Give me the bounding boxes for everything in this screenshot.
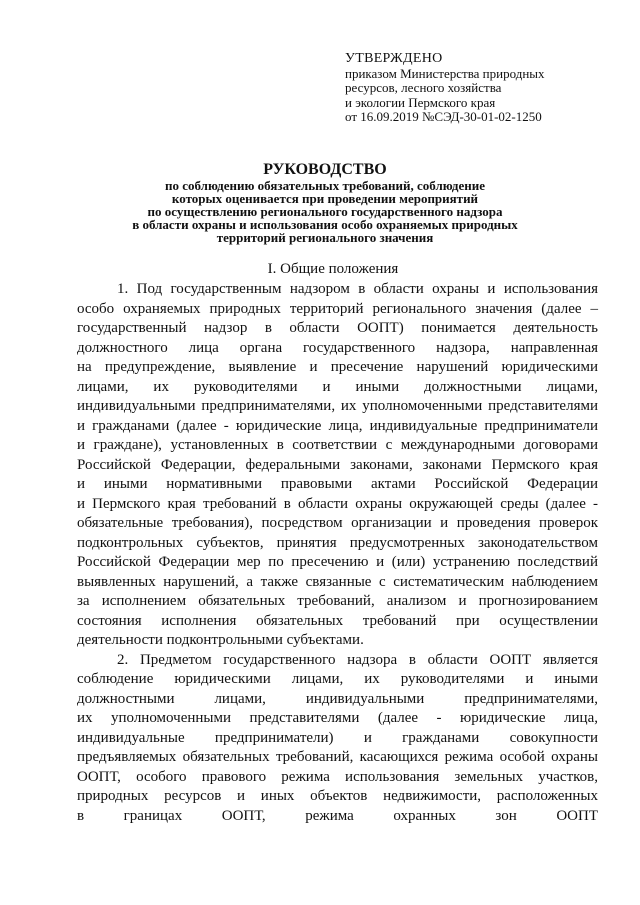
title-line: которых оценивается при проведении мероприятий: [171, 191, 479, 206]
title-line: в области охраны и использования особо охраняемых природных: [132, 217, 518, 232]
title-line: территорий регионального значения: [216, 230, 434, 245]
text-line: должностными лицами, индивидуальными предпринимателями,: [77, 690, 598, 707]
text-line: 1. Под государственным надзором в области охраны и использования: [117, 281, 598, 297]
text-line: предъявляемых обязательных требований, касающихся режима особой охраны: [77, 749, 598, 765]
text-line: индивидуальными предпринимателями, их уполномоченными представителями: [77, 398, 598, 414]
text-line: и Пермского края требований в области охраны окружающей среды (далее -: [77, 495, 598, 512]
approval-line: ресурсов, лесного хозяйства: [345, 80, 502, 95]
paragraph-1: [77, 280, 598, 651]
text-line: и граждане), установленных в соответствии с международными договорами: [77, 437, 598, 453]
text-line: индивидуальные предприниматели) и гражданами совокупности: [77, 729, 598, 746]
text-line: Российской Федерации, федеральными законами, законами Пермского края: [77, 456, 598, 473]
text-line: на предупреждение, выявление и пресечение нарушений юридическими: [77, 359, 598, 375]
approval-stamp: [345, 52, 625, 125]
title-line: по соблюдению обязательных требований, соблюдение: [164, 178, 486, 193]
text-line: выявленных нарушений, а также связанные с систематическим наблюдением: [77, 573, 598, 590]
approval-order-number: от 16.09.2019 №СЭД-30-01-02-1250: [345, 109, 542, 124]
text-line: их уполномоченными представителями (далее - юридические лица,: [77, 710, 598, 726]
text-line: ООПТ, особого правового режима использования земельных участков,: [77, 768, 598, 785]
text-line: должностного лица органа государственного надзора, направленная: [77, 339, 598, 356]
text-line: за исполнением обязательных требований, анализом и прогнозированием: [77, 593, 598, 609]
approval-line: и экологии Пермского края: [345, 94, 496, 110]
title-main: РУКОВОДСТВО: [263, 161, 387, 178]
text-line: подконтрольных субъектов, принятия предусмотренных законодательством: [77, 534, 598, 551]
text-line: особо охраняемых природных территорий регионального значения (далее –: [77, 300, 598, 317]
text-line: в границах ООПТ, режима охранных зон ООПТ: [77, 807, 598, 824]
text-line: деятельности подконтрольными субъектами.: [77, 632, 364, 648]
document-title: [90, 162, 560, 244]
document-body: [77, 280, 598, 826]
text-line: лицами, их руководителями и иными должностными лицами,: [77, 378, 598, 395]
paragraph-2: [77, 651, 598, 827]
approval-heading: УТВЕРЖДЕНО: [345, 51, 443, 66]
text-line: обязательные требования), посредством организации и проведения проверок: [77, 515, 598, 531]
approval-line: приказом Министерства природных: [345, 65, 545, 81]
title-line: по осуществлению регионального государственного надзора: [147, 204, 503, 219]
text-line: природных ресурсов и иных объектов недвижимости, расположенных: [77, 788, 598, 804]
text-line: и иными нормативными правовыми актами Российской Федерации: [77, 476, 598, 492]
text-line: соблюдение юридическими лицами, их руководителями и иными: [77, 671, 598, 687]
text-line: и гражданами (далее - юридические лица, индивидуальные предприниматели: [77, 417, 598, 434]
text-line: состояния исполнения обязательных требований при осуществлении: [77, 612, 598, 629]
section-heading: I. Общие положения: [267, 261, 399, 277]
text-line: государственный надзор в области ООПТ) понимается деятельность: [77, 320, 598, 336]
text-line: 2. Предметом государственного надзора в области ООПТ является: [117, 651, 598, 668]
text-line: Российской Федерации мер по пресечению и (или) устранению последствий: [77, 554, 598, 570]
